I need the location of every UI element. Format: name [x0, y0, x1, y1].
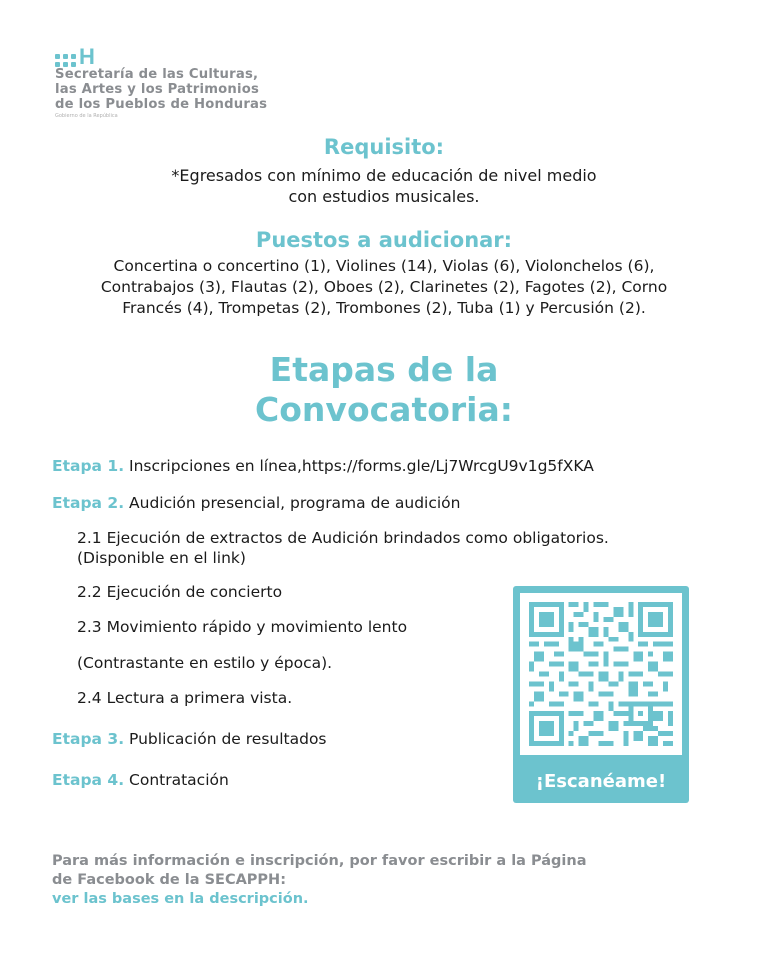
- etapa-1-label: Etapa 1.: [52, 457, 125, 475]
- etapa-4-label: Etapa 4.: [52, 771, 125, 789]
- etapa-3-row: [52, 729, 327, 749]
- qr-background: [520, 593, 682, 755]
- requisito-body: [0, 165, 768, 207]
- footer-line-1: Para más información e inscripción, por favor escribir a la Página: [52, 853, 587, 869]
- requisito-line-1: *Egresados con mínimo de educación de nivel medio: [171, 166, 597, 185]
- etapa-2-label: Etapa 2.: [52, 494, 125, 512]
- etapa-4-row: [52, 770, 229, 790]
- etapa-2-2: 2.2 Ejecución de concierto: [77, 583, 283, 601]
- logo-line-2: las Artes y los Patrimonios: [55, 82, 260, 97]
- etapa-2-1-line-2: (Disponible en el link): [77, 549, 246, 567]
- logo-h-letter: H: [79, 44, 95, 69]
- etapa-1-row: [52, 456, 594, 476]
- puestos-body: [60, 256, 708, 319]
- requisito-heading: Requisito:: [323, 135, 445, 159]
- etapa-1-text[interactable]: Inscripciones en línea,https://forms.gle/Lj7WrcgU9v1g5fXKA: [129, 457, 594, 475]
- logo-tagline: Gobierno de la República: [55, 113, 118, 119]
- etapas-heading: [0, 350, 768, 430]
- qr-scan-label: ¡Escanéame!: [535, 771, 667, 792]
- logo-mark: [55, 45, 315, 67]
- etapa-3-text: Publicación de resultados: [129, 730, 327, 748]
- secretaria-logo: [55, 45, 315, 119]
- puestos-line-1: Concertina o concertino (1), Violines (14), Violas (6), Violonchelos (6),: [113, 257, 655, 275]
- etapa-4-text: Contratación: [129, 771, 229, 789]
- etapa-2-3: 2.3 Movimiento rápido y movimiento lento: [77, 618, 408, 636]
- logo-line-1: Secretaría de las Culturas,: [55, 67, 259, 82]
- etapa-2-row: [52, 493, 461, 513]
- etapa-2-1: [77, 528, 707, 568]
- qr-code-icon[interactable]: [529, 602, 673, 746]
- footer-link[interactable]: ver las bases en la descripción.: [52, 891, 309, 907]
- qr-card[interactable]: [513, 586, 689, 803]
- etapas-heading-line-1: Etapas de la: [269, 350, 499, 389]
- puestos-line-2: Contrabajos (3), Flautas (2), Oboes (2), Clarinetes (2), Fagotes (2), Corno: [100, 278, 668, 296]
- etapas-heading-line-2: Convocatoria:: [255, 390, 513, 429]
- puestos-heading: Puestos a audicionar:: [255, 228, 513, 252]
- etapa-2-text: Audición presencial, programa de audición: [129, 494, 461, 512]
- logo-dots-icon: [55, 54, 76, 67]
- puestos-line-3: Francés (4), Trompetas (2), Trombones (2), Tuba (1) y Percusión (2).: [122, 299, 646, 317]
- logo-line-3: de los Pueblos de Honduras: [55, 97, 268, 112]
- footer: [52, 852, 586, 909]
- etapa-3-label: Etapa 3.: [52, 730, 125, 748]
- etapa-2-3-note: (Contrastante en estilo y época).: [77, 654, 333, 672]
- etapa-2-1-line-1: 2.1 Ejecución de extractos de Audición brindados como obligatorios.: [77, 529, 609, 547]
- etapa-2-4: 2.4 Lectura a primera vista.: [77, 689, 293, 707]
- requisito-line-2: con estudios musicales.: [288, 187, 480, 206]
- footer-line-2: de Facebook de la SECAPPH:: [52, 872, 286, 888]
